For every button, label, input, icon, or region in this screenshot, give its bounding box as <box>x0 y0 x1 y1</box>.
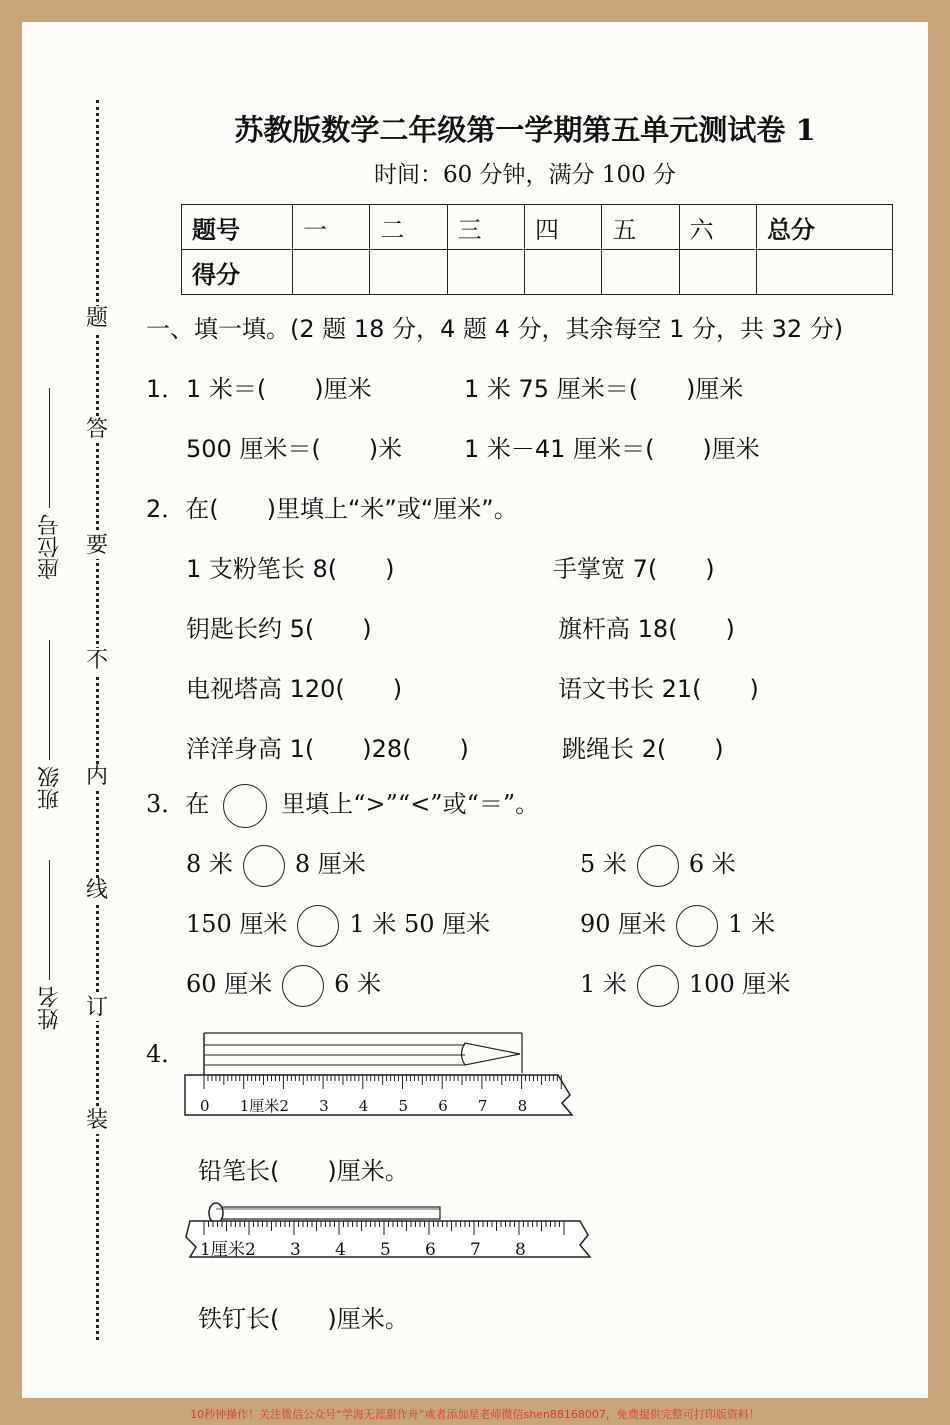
ruler-label: 2 <box>245 1240 256 1260</box>
ruler-label: 1厘米 <box>239 1097 280 1115</box>
class-blank[interactable] <box>50 640 51 760</box>
ruler-label: 8 <box>515 1240 526 1260</box>
ruler-label: 2 <box>279 1097 289 1115</box>
question-3-stem-b: 里填上“>”“<”或“＝”。 <box>281 790 540 818</box>
ruler-label: 0 <box>200 1097 210 1115</box>
name-label: 姓名 <box>37 986 63 1030</box>
ruler-label: 5 <box>398 1097 409 1115</box>
question-2-item[interactable]: 跳绳长 2( ) <box>562 735 724 763</box>
compare-right: 6 米 <box>688 850 736 878</box>
nail-ruler-figure <box>180 1195 600 1280</box>
ruler-label: 7 <box>477 1097 488 1115</box>
compare-left: 5 米 <box>580 850 627 878</box>
ruler-label: 7 <box>470 1240 481 1260</box>
margin-char: 线 <box>85 878 108 903</box>
score-header-cell: 六 <box>679 205 756 250</box>
question-2-stem: 2．在( )里填上“米”或“厘米”。 <box>146 495 518 523</box>
question-2-item[interactable]: 语文书长 21( ) <box>558 675 759 703</box>
score-cell[interactable] <box>447 250 524 295</box>
compare-right: 6 米 <box>334 970 382 998</box>
score-table <box>181 204 893 295</box>
score-header-cell: 三 <box>447 205 524 250</box>
question-2-item[interactable]: 手掌宽 7( ) <box>553 555 715 583</box>
section-heading: 一、填一填。(2 题 18 分，4 题 4 分，其余每空 1 分，共 32 分) <box>146 315 844 343</box>
compare-left: 90 厘米 <box>580 910 667 938</box>
score-cell[interactable] <box>757 250 893 295</box>
compare-item <box>186 842 366 887</box>
score-row-label: 得分 <box>182 250 293 295</box>
ruler-label: 3 <box>319 1097 329 1115</box>
question-3-stem-a: 3．在 <box>146 790 210 818</box>
margin-char: 题 <box>85 306 108 331</box>
circle-icon <box>223 784 267 828</box>
name-field[interactable] <box>30 860 70 1030</box>
question-2-item[interactable]: 钥匙长约 5( ) <box>186 615 372 643</box>
compare-left: 8 米 <box>186 850 233 878</box>
seat-number-field[interactable] <box>30 388 70 580</box>
question-4-number: 4． <box>146 1040 186 1068</box>
class-label: 班级 <box>37 766 63 810</box>
binding-dotted-line <box>96 100 99 1340</box>
pencil-icon <box>204 1033 522 1075</box>
question-2-item[interactable]: 洋洋身高 1( )28( ) <box>186 735 469 763</box>
margin-char: 答 <box>85 417 108 442</box>
ruler-label: 4 <box>358 1097 369 1115</box>
compare-circle[interactable] <box>297 905 339 947</box>
score-table-score-row <box>182 250 893 295</box>
question-2-item[interactable]: 电视塔高 120( ) <box>186 675 403 703</box>
compare-left: 60 厘米 <box>186 970 273 998</box>
margin-char: 订 <box>85 995 108 1020</box>
pencil-ruler-figure <box>180 1025 580 1125</box>
question-1a[interactable]: 1 米＝( )厘米 <box>186 375 372 403</box>
question-2-item[interactable]: 旗杆高 18( ) <box>558 615 735 643</box>
compare-item <box>186 962 381 1007</box>
compare-right: 8 厘米 <box>294 850 366 878</box>
score-header-cell: 五 <box>602 205 679 250</box>
nail-answer[interactable]: 铁钉长( )厘米。 <box>198 1305 409 1333</box>
compare-item <box>186 902 490 947</box>
score-header-cell: 题号 <box>182 205 293 250</box>
seat-number-label: 座位号 <box>37 514 63 580</box>
score-header-cell: 一 <box>293 205 370 250</box>
margin-char: 装 <box>85 1108 108 1133</box>
compare-right: 1 米 50 厘米 <box>349 910 491 938</box>
compare-item <box>580 902 775 947</box>
ruler-label: 8 <box>517 1097 528 1115</box>
pencil-answer[interactable]: 铅笔长( )厘米。 <box>198 1157 409 1185</box>
score-cell[interactable] <box>602 250 679 295</box>
margin-char: 不 <box>85 648 108 673</box>
compare-left: 1 米 <box>580 970 627 998</box>
compare-circle[interactable] <box>243 845 285 887</box>
score-header-cell: 四 <box>524 205 601 250</box>
compare-left: 150 厘米 <box>186 910 288 938</box>
score-header-cell: 总分 <box>757 205 893 250</box>
score-cell[interactable] <box>370 250 447 295</box>
ruler-label: 3 <box>290 1240 301 1260</box>
margin-char: 内 <box>85 764 108 789</box>
ruler-label: 6 <box>438 1097 448 1115</box>
seat-number-blank[interactable] <box>50 388 51 508</box>
question-1b[interactable]: 1 米 75 厘米＝( )厘米 <box>464 375 744 403</box>
question-1-number: 1． <box>146 375 186 403</box>
compare-item <box>580 962 790 1007</box>
ruler-label: 5 <box>380 1240 391 1260</box>
ruler-label: 1厘米 <box>200 1240 245 1260</box>
compare-right: 100 厘米 <box>688 970 791 998</box>
nail-icon <box>209 1203 440 1223</box>
compare-right: 1 米 <box>728 910 776 938</box>
score-header-cell: 二 <box>370 205 447 250</box>
score-cell[interactable] <box>679 250 756 295</box>
class-field[interactable] <box>30 640 70 810</box>
ruler-label: 6 <box>425 1240 436 1260</box>
score-cell[interactable] <box>524 250 601 295</box>
page-subtitle: 时间：60 分钟，满分 100 分 <box>373 162 677 188</box>
question-1c[interactable]: 500 厘米＝( )米 <box>186 435 403 463</box>
name-blank[interactable] <box>50 860 51 980</box>
question-3-stem <box>146 782 539 828</box>
compare-circle[interactable] <box>637 965 679 1007</box>
margin-char: 要 <box>85 533 108 558</box>
question-1d[interactable]: 1 米－41 厘米＝( )厘米 <box>464 435 760 463</box>
footer-notice: 10秒钟操作！关注微信公众号“学海无涯甜作舟”或者添加星老师微信shen88168007，免费提供完整可打印版资料！ <box>190 1408 760 1421</box>
compare-circle[interactable] <box>282 965 324 1007</box>
score-table-header-row <box>182 205 893 250</box>
page-title: 苏教版数学二年级第一学期第五单元测试卷 1 <box>234 113 816 147</box>
ruler-label: 4 <box>335 1240 346 1260</box>
question-2-item[interactable]: 1 支粉笔长 8( ) <box>186 555 395 583</box>
compare-circle[interactable] <box>676 905 718 947</box>
compare-circle[interactable] <box>637 845 679 887</box>
compare-item <box>580 842 736 887</box>
score-cell[interactable] <box>293 250 370 295</box>
